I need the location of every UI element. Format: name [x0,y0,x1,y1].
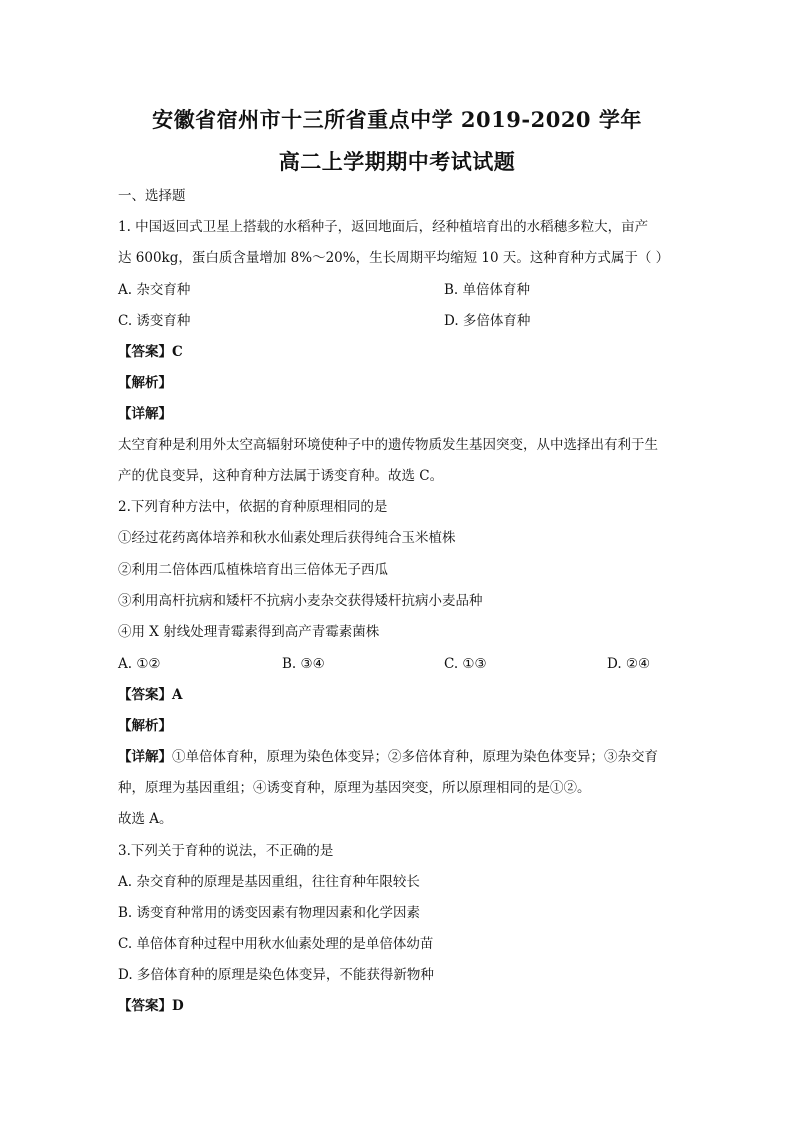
q1-option-a: A. 杂交育种 [118,282,191,298]
q2-option-a: A. ①② [118,656,161,672]
q3-option-a: A. 杂交育种的原理是基因重组，往往育种年限较长 [118,874,420,890]
q1-explain-line-1: 太空育种是利用外太空高辐射环境使种子中的遗传物质发生基因突变，从中选择出有利于生 [118,437,658,453]
q2-conclusion: 故选 A。 [118,811,173,827]
title-line-1: 安徽省宿州市十三所省重点中学 2019-2020 学年 [152,107,642,132]
q2-option-d: D. ②④ [607,656,651,672]
q2-item-2: ②利用二倍体西瓜植株培育出三倍体无子西瓜 [118,562,388,578]
q1-stem-line-2: 达 600kg，蛋白质含量增加 8%～20%，生长周期平均缩短 10 天。这种育种方式属于（ ） [118,250,670,266]
q2-option-c: C. ①③ [444,656,487,672]
q2-detail-line-1 [118,747,688,767]
q2-item-1: ①经过花药离体培养和秋水仙素处理后获得纯合玉米植株 [118,530,456,546]
q2-detail-text-1: ①单倍体育种，原理为染色体变异；②多倍体育种，原理为染色体变异；③杂交育 [172,749,658,765]
q2-option-b: B. ③④ [282,656,325,672]
q3-option-b: B. 诱变育种常用的诱变因素有物理因素和化学因素 [118,905,421,921]
q1-analysis-label: 【解析】 [118,375,172,391]
q1-explain-line-2: 产的优良变异，这种育种方法属于诱变育种。故选 C。 [118,468,444,484]
title-line-2: 高二上学期期中考试试题 [278,149,516,174]
q2-detail-line-2: 种，原理为基因重组；④诱变育种，原理为基因突变，所以原理相同的是①②。 [118,780,591,796]
q1-option-d: D. 多倍体育种 [444,313,531,329]
q2-item-3: ③利用高杆抗病和矮杆不抗病小麦杂交获得矮杆抗病小麦品种 [118,593,483,609]
q3-option-c: C. 单倍体育种过程中用秋水仙素处理的是单倍体幼苗 [118,936,434,952]
q1-answer: 【答案】C [118,344,183,360]
q3-answer: 【答案】D [118,998,184,1014]
q1-option-c: C. 诱变育种 [118,313,191,329]
q1-stem-line-1: 1. 中国返回式卫星上搭载的水稻种子，返回地面后，经种植培育出的水稻穗多粒大，亩产 [118,219,649,235]
q3-stem: 3.下列关于育种的说法，不正确的是 [118,843,334,859]
q2-stem: 2.下列育种方法中，依据的育种原理相同的是 [118,499,388,515]
q2-answer: 【答案】A [118,687,183,703]
q3-option-d: D. 多倍体育种的原理是染色体变异，不能获得新物种 [118,967,434,983]
q1-detail-label: 【详解】 [118,406,172,422]
q2-analysis-label: 【解析】 [118,718,172,734]
q2-item-4: ④用 X 射线处理青霉素得到高产青霉素菌株 [118,624,380,640]
q2-detail-label: 【详解】 [118,749,172,765]
section-heading: 一、选择题 [118,188,186,204]
q1-option-b: B. 单倍体育种 [444,282,531,298]
